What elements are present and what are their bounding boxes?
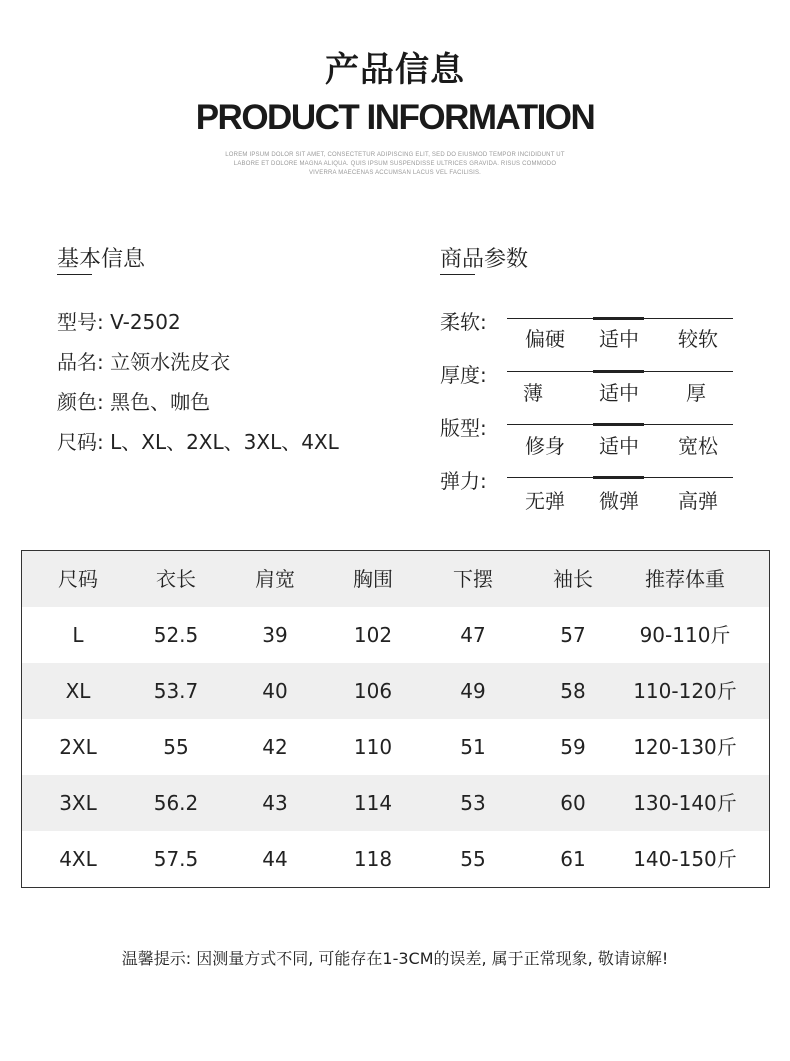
basic-info-heading: 基本信息 (57, 247, 146, 272)
table-cell: 52.5 (153, 623, 199, 647)
info-colors: 颜色: 黑色、咖色 (57, 390, 211, 414)
table-cell: 59 (560, 735, 586, 759)
param-label: 柔软: (440, 310, 487, 334)
param-option: 高弹 (678, 489, 718, 513)
table-row (22, 831, 769, 887)
table-cell: 4XL (59, 847, 97, 871)
param-selected-marker (593, 370, 644, 373)
measurement-note: 温馨提示: 因测量方式不同, 可能存在1-3CM的误差, 属于正常现象, 敬请谅解! (121, 949, 669, 968)
table-cell: 110-120斤 (633, 679, 737, 703)
table-header-cell: 下摆 (453, 567, 493, 591)
table-cell: 47 (460, 623, 486, 647)
table-cell: 42 (262, 735, 288, 759)
table-cell: 58 (560, 679, 586, 703)
table-row (22, 775, 769, 831)
table-cell: 40 (262, 679, 288, 703)
table-header-cell: 推荐体重 (645, 567, 725, 591)
table-row (22, 719, 769, 775)
table-cell: 106 (353, 679, 393, 703)
table-cell: 56.2 (153, 791, 199, 815)
table-cell: 51 (460, 735, 486, 759)
param-option: 修身 (525, 434, 565, 458)
table-cell: 2XL (59, 735, 97, 759)
info-product-name: 品名: 立领水洗皮衣 (57, 350, 231, 374)
param-option: 厚 (686, 381, 706, 405)
table-cell: 53.7 (153, 679, 199, 703)
basic-info-underline (57, 274, 92, 275)
table-cell: 114 (353, 791, 393, 815)
param-option: 无弹 (525, 489, 565, 513)
table-cell: 60 (560, 791, 586, 815)
page-title-en: PRODUCT INFORMATION (195, 98, 595, 137)
info-model: 型号: V-2502 (57, 310, 181, 334)
param-option: 宽松 (678, 434, 718, 458)
param-option: 偏硬 (525, 327, 565, 351)
table-cell: 120-130斤 (633, 735, 737, 759)
table-cell: 55 (460, 847, 486, 871)
param-option-selected: 微弹 (599, 489, 639, 513)
table-cell: 110 (353, 735, 393, 759)
page-title-cn: 产品信息 (325, 50, 465, 90)
table-cell: 49 (460, 679, 486, 703)
info-sizes: 尺码: L、XL、2XL、3XL、4XL (57, 430, 339, 454)
param-option-selected: 适中 (599, 381, 639, 405)
param-selected-marker (593, 423, 644, 426)
table-cell: 57.5 (153, 847, 199, 871)
table-header-row (22, 551, 769, 607)
table-cell: 102 (353, 623, 393, 647)
table-cell: 53 (460, 791, 486, 815)
table-cell: 90-110斤 (639, 623, 731, 647)
table-header-cell: 袖长 (553, 567, 593, 591)
param-label: 弹力: (440, 469, 487, 493)
table-header-cell: 尺码 (58, 567, 98, 591)
lorem-subtitle: LOREM IPSUM DOLOR SIT AMET, CONSECTETUR ADIPISCING ELIT, SED DO EIUSMOD TEMPOR INCIDIDUNT UT LABORE ET DOLORE MAGNA ALIQUA. QUIS IPSUM SUSPENDISSE ULTRICES GRAVIDA. RISUS COMMODO VIVERRA MAECENAS ACCUMSAN LACUS VEL FACILISIS. (225, 152, 565, 176)
table-header-cell: 衣长 (156, 567, 196, 591)
param-label: 厚度: (440, 363, 487, 387)
table-row (22, 663, 769, 719)
table-cell: 55 (163, 735, 189, 759)
params-heading: 商品参数 (440, 247, 529, 272)
table-cell: 140-150斤 (633, 847, 737, 871)
param-option: 较软 (678, 327, 718, 351)
table-cell: 118 (353, 847, 393, 871)
param-selected-marker (593, 317, 644, 320)
param-option: 薄 (523, 381, 543, 405)
table-cell: XL (65, 679, 91, 703)
table-cell: 44 (262, 847, 288, 871)
table-header-cell: 胸围 (353, 567, 393, 591)
table-cell: 3XL (59, 791, 97, 815)
param-option-selected: 适中 (599, 434, 639, 458)
params-underline (440, 274, 475, 275)
table-cell: 39 (262, 623, 288, 647)
table-cell: 43 (262, 791, 288, 815)
table-cell: 57 (560, 623, 586, 647)
param-option-selected: 适中 (599, 327, 639, 351)
table-cell: 61 (560, 847, 586, 871)
table-cell: L (72, 623, 84, 647)
table-cell: 130-140斤 (633, 791, 737, 815)
table-header-cell: 肩宽 (255, 567, 295, 591)
param-label: 版型: (440, 416, 487, 440)
param-selected-marker (593, 476, 644, 479)
table-row (22, 607, 769, 663)
size-table (21, 550, 770, 888)
